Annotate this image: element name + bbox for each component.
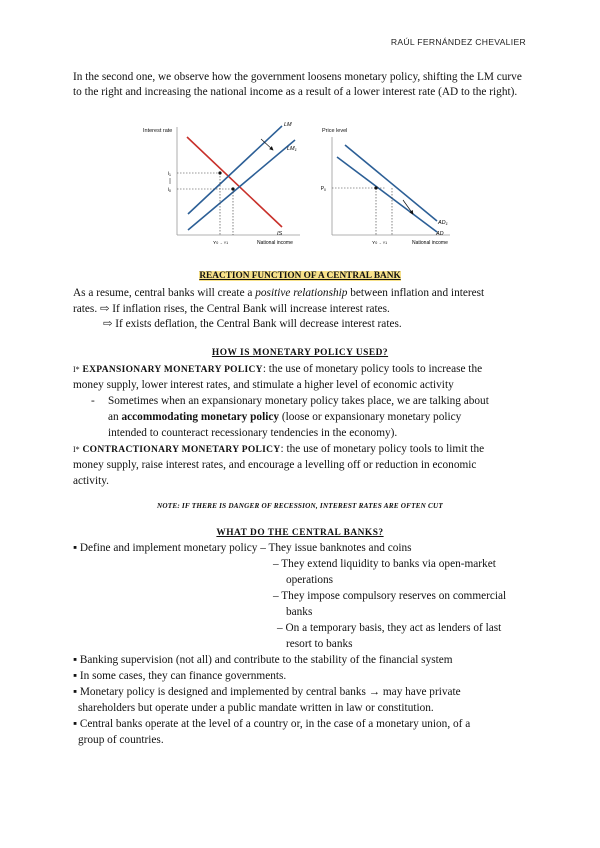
ad1-label: AD1 [438, 220, 448, 226]
author-header: RAÚL FERNÁNDEZ CHEVALIER [390, 37, 526, 47]
lm1-label: LM1 [287, 146, 297, 152]
reaction-line-1-post: between inflation and interest [347, 287, 485, 299]
contractionary-line-3: activity. [73, 475, 109, 487]
ad1-curve [345, 145, 437, 221]
central-banks-title: WHAT DO THE CENTRAL BANKS? [216, 528, 384, 538]
contractionary-title: CONTRACTIONARY MONETARY POLICY [82, 445, 281, 455]
accommodating-post: (loose or expansionary monetary policy [279, 411, 462, 423]
monetary-policy-title: HOW IS MONETARY POLICY USED? [211, 348, 389, 358]
left-ylabel: Interest rate [143, 128, 173, 134]
equilibrium-point-1 [231, 187, 234, 190]
ad-label: AD [436, 231, 444, 237]
accommodating-line-3: intended to counteract recessionary tendencies in the economy). [108, 427, 398, 439]
banks-item-1: ▪ Define and implement monetary policy – They issue banknotes and coins [73, 542, 412, 554]
expansionary-line-1 [73, 362, 482, 378]
right-xlabel: National income [412, 240, 448, 246]
reaction-title-text: REACTION FUNCTION OF A CENTRAL BANK [199, 271, 401, 281]
banks-item-4-cont: shareholders but operate under a public mandate written in law or constitution. [78, 702, 434, 714]
is-label: IS [277, 231, 283, 237]
recession-note: NOTE: IF THERE IS DANGER OF RECESSION, INTEREST RATES ARE OFTEN CUT [156, 502, 444, 510]
contractionary-text: : the use of monetary policy tools to limit the [280, 443, 485, 455]
expansionary-text: : the use of monetary policy tools to increase the [262, 363, 483, 375]
p0-label: $P_0$ [320, 186, 326, 192]
reaction-function-title [0, 271, 600, 281]
accommodating-line-1: Sometimes when an expansionary monetary policy takes place, we are talking about [108, 395, 489, 407]
banks-item-1b-cont: banks [286, 606, 313, 618]
contractionary-bullet: I* [73, 445, 80, 454]
equilibrium-point-0 [218, 171, 221, 174]
reaction-line-1 [73, 286, 484, 301]
accommodating-pre: an [108, 411, 122, 423]
left-y-marker: Y0 → Y1 [213, 241, 229, 246]
banks-item-1c-cont: resort to banks [286, 638, 353, 650]
contractionary-line-2: money supply, raise interest rates, and encourage a levelling off or reduction in economic [73, 459, 477, 471]
lm-label: LM [284, 122, 292, 128]
ad-chart [321, 128, 450, 246]
accommodating-line-2 [108, 410, 461, 425]
is-curve [187, 137, 282, 227]
right-ylabel: Price level [322, 128, 348, 134]
right-y-marker: Y0 → Y1 [372, 241, 388, 246]
contractionary-line-1 [73, 442, 484, 458]
expansionary-line-2: money supply, lower interest rates, and stimulate a higher level of economic activity [73, 379, 454, 391]
reaction-line-1-pre: As a resume, central banks will create a [73, 287, 256, 299]
i0-label: $i_0$ [167, 187, 171, 193]
i1-label: $i_1$ [167, 171, 171, 177]
reaction-line-2: rates. ⇨ If inflation rises, the Central Bank will increase interest rates. [73, 303, 390, 315]
lm-curve [188, 126, 282, 214]
ad-point-0 [374, 186, 377, 189]
banks-item-4: ▪ Monetary policy is designed and implemented by central banks → may have private [73, 686, 461, 698]
banks-item-3: ▪ In some cases, they can finance governments. [73, 670, 287, 682]
islm-chart [143, 122, 300, 246]
left-xlabel: National income [257, 240, 293, 246]
islm-ad-figure [140, 117, 470, 252]
ad-curve [337, 157, 437, 232]
banks-item-1a: – They extend liquidity to banks via open-market [273, 558, 496, 570]
expansionary-bullet: I* [73, 365, 80, 374]
positive-relationship-text: positive relationship [255, 287, 348, 299]
banks-item-1a-cont: operations [286, 574, 334, 586]
banks-item-1b: – They impose compulsory reserves on commercial [273, 590, 507, 602]
banks-item-5-cont: group of countries. [78, 734, 164, 746]
banks-item-1c: – On a temporary basis, they act as lenders of last [277, 622, 502, 634]
intro-paragraph: In the second one, we observe how the government loosens monetary policy, shifting the LM curve to the right and increasing the national income as a result of a lower interest rate (AD to the right). [73, 71, 522, 99]
banks-item-2: ▪ Banking supervision (not all) and contribute to the stability of the financial system [73, 654, 453, 666]
reaction-line-3: ⇨ If exists deflation, the Central Bank will decrease interest rates. [103, 318, 402, 330]
banks-item-5: ▪ Central banks operate at the level of a country or, in the case of a monetary union, of a [73, 718, 471, 730]
dash-bullet: - [91, 395, 95, 407]
expansionary-title: EXPANSIONARY MONETARY POLICY [82, 365, 263, 375]
accommodating-term: accommodating monetary policy [121, 411, 280, 423]
